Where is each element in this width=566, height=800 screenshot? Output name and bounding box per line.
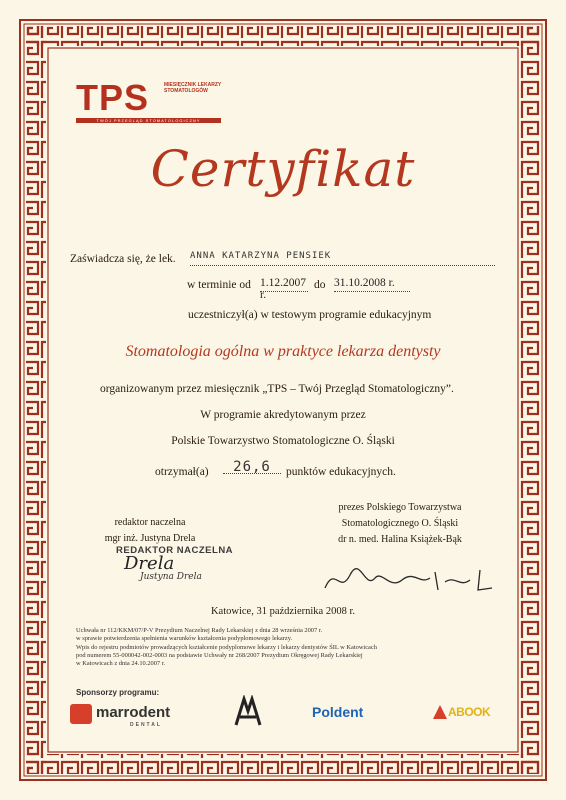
president-name: dr n. med. Halina Książek-Bąk [338,534,462,545]
editor-name: mgr inż. Justyna Drela [104,533,196,544]
sponsor-poldent [312,704,363,720]
points-value: 26,6 [223,459,281,474]
editor-stamp-name: Justyna Drela [140,572,202,582]
marrodent-name: marrodent [96,704,171,721]
society-name: Polskie Towarzystwo Stomatologiczne O. Śląski [171,435,395,447]
accreditation-text: W programie akredytowanym przez [200,409,366,421]
abook-name: ABOOK [448,705,491,719]
president-title-line1: prezes Polskiego Towarzystwa [338,502,462,513]
term-label: w terminie od [187,279,251,291]
editor-signature-scribble: Drela [124,553,175,574]
fine-line-1: Uchwała nr 112/KKM/07/P-V Prezydium Naczelnej Rady Lekarskiej z dnia 28 września 2007 r. [76,627,323,634]
fine-line-3: Wpis do rejestru podmiotów prowadzących kształcenie podyplomowe lekarzy i lekarzy dentystów ŚIL w Katowicach [76,643,377,651]
president-title-line2: Stomatologicznego O. Śląski [341,518,459,529]
term-to: do [314,279,326,291]
date-from: 1.12.2007 r. [260,277,306,301]
poldent-name: Poldent [312,704,364,720]
editor-title: redaktor naczelna [114,517,186,528]
president-signature-block [315,500,485,548]
participation-text: uczestniczył(a) w testowym programie edukacyjnym [188,309,432,321]
recipient-name: ANNA KATARZYNA PENSIEK [190,251,495,266]
president-signature-scribble [320,560,500,600]
program-title: Stomatologia ogólna w praktyce lekarza dentysty [125,343,441,360]
points-label: punktów edukacyjnych. [286,466,396,478]
legal-fine-print [76,627,496,668]
organizer-text: organizowanym przez miesięcznik „TPS – Twój Przegląd Stomatologiczny”. [100,383,454,395]
abook-triangle-icon [432,704,448,720]
fine-line-5: w Katowicach z dnia 24.10.2007 r. [76,660,166,668]
logo-side-text: MIESIĘCZNIK LEKARZY STOMATOLOGÓW [164,82,222,94]
place-date: Katowice, 31 października 2008 r. [210,606,356,617]
sponsor-ak-logo-icon [232,695,266,729]
fine-line-4: pod numerem 55-000042-002-0003 na podstawie Uchwały nr 268/2007 Prezydium Okręgowej Rady Lekarskiej [76,651,363,659]
logo-bar: TWÓJ PRZEGLĄD STOMATOLOGICZNY [76,118,221,123]
logo-main: TPS [76,77,150,118]
date-to: 31.10.2008 r. [334,277,410,292]
fine-line-2: w sprawie potwierdzenia spełnienia warunków kształcenia podyplomowego lekarzy. [76,635,293,643]
certificate-title: Certyfikat [150,140,416,198]
sponsor-marrodent [70,702,190,730]
marrodent-logo-icon [70,704,92,724]
editor-stamp: REDAKTOR NACZELNA [116,545,234,556]
certify-label: Zaświadcza się, że lek. [70,253,176,265]
received-label: otrzymał(a) [155,466,209,478]
sponsors-label: Sponsorzy programu: [76,688,160,697]
marrodent-sub: DENTAL [130,722,162,728]
editor-signature-block [80,515,220,547]
